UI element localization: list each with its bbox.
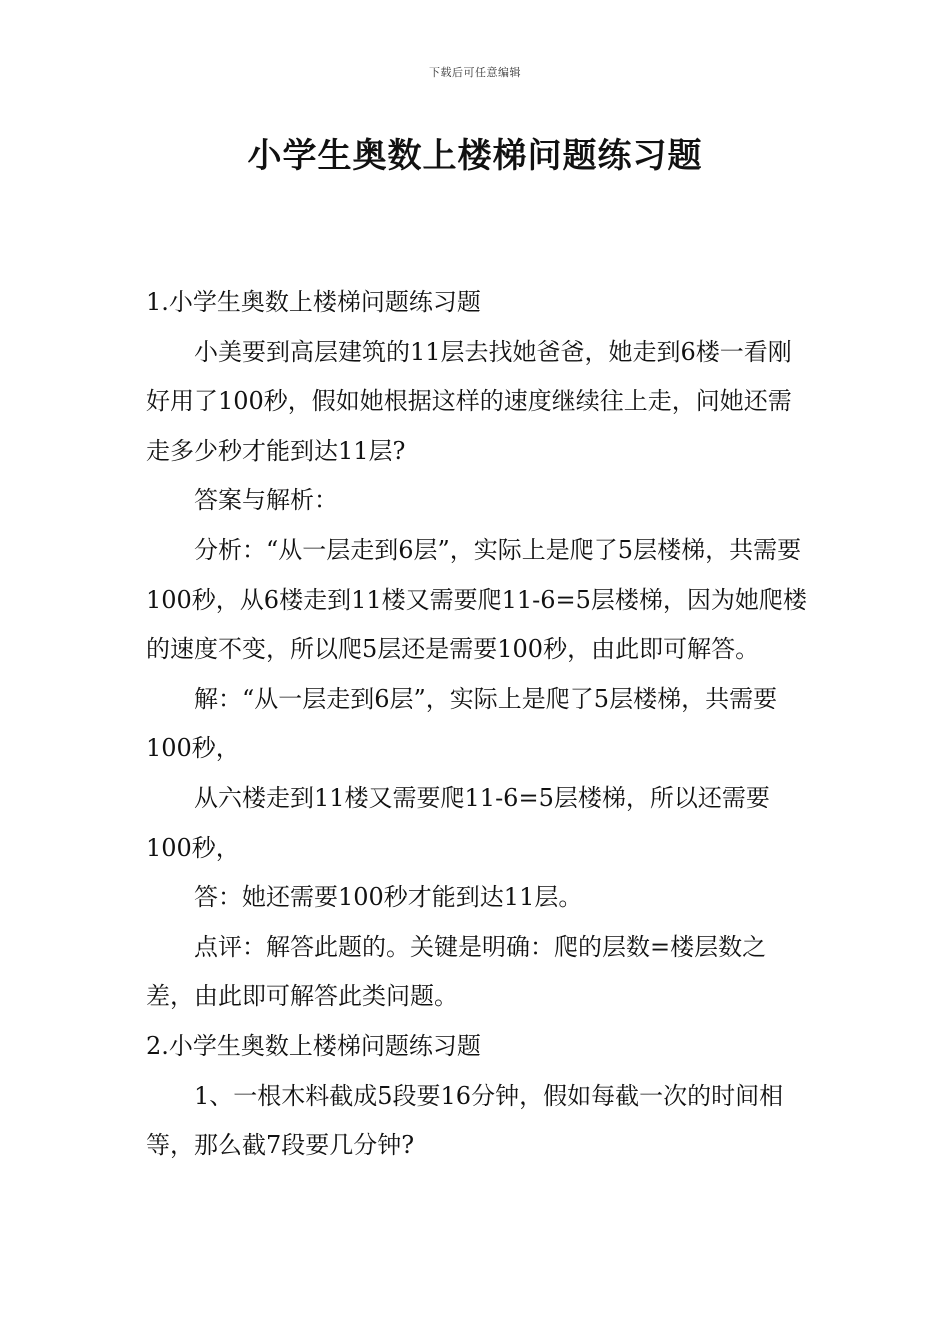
answer-statement: 答：她还需要100秒才能到达11层。 xyxy=(194,883,583,912)
problem-1-text: 小美要到高层建筑的11层去找她爸爸，她走到6楼一看刚好用了100秒，假如她根据这样的速度继续往上走，问她还需走多少秒才能到达11层? xyxy=(146,337,792,465)
document-title: 小学生奥数上楼梯问题练习题 xyxy=(247,136,703,176)
section-heading-2: 2.小学生奥数上楼梯问题练习题 xyxy=(146,1031,481,1060)
solution-step-2: 从六楼走到11楼又需要爬11-6=5层楼梯，所以还需要100秒， xyxy=(146,783,770,862)
header-note: 下载后可任意编辑 xyxy=(429,66,521,79)
answer-heading: 答案与解析： xyxy=(194,486,338,515)
document-body xyxy=(146,278,810,1171)
solution-step-1: 解：“从一层走到6层”，实际上是爬了5层楼梯，共需要100秒， xyxy=(146,684,778,763)
analysis-paragraph: 分析：“从一层走到6层”，实际上是爬了5层楼梯，共需要100秒，从6楼走到11楼又需要爬11-6=5层楼梯，因为她爬楼的速度不变，所以爬5层还是需要100秒，由此即可解答。 xyxy=(146,535,807,664)
comment-paragraph: 点评：解答此题的。关键是明确：爬的层数=楼层数之差，由此即可解答此类问题。 xyxy=(146,932,767,1011)
section-heading-1: 1.小学生奥数上楼梯问题练习题 xyxy=(146,288,481,316)
problem-2-text: 1、一根木料截成5段要16分钟，假如每截一次的时间相等，那么截7段要几分钟? xyxy=(146,1081,784,1160)
